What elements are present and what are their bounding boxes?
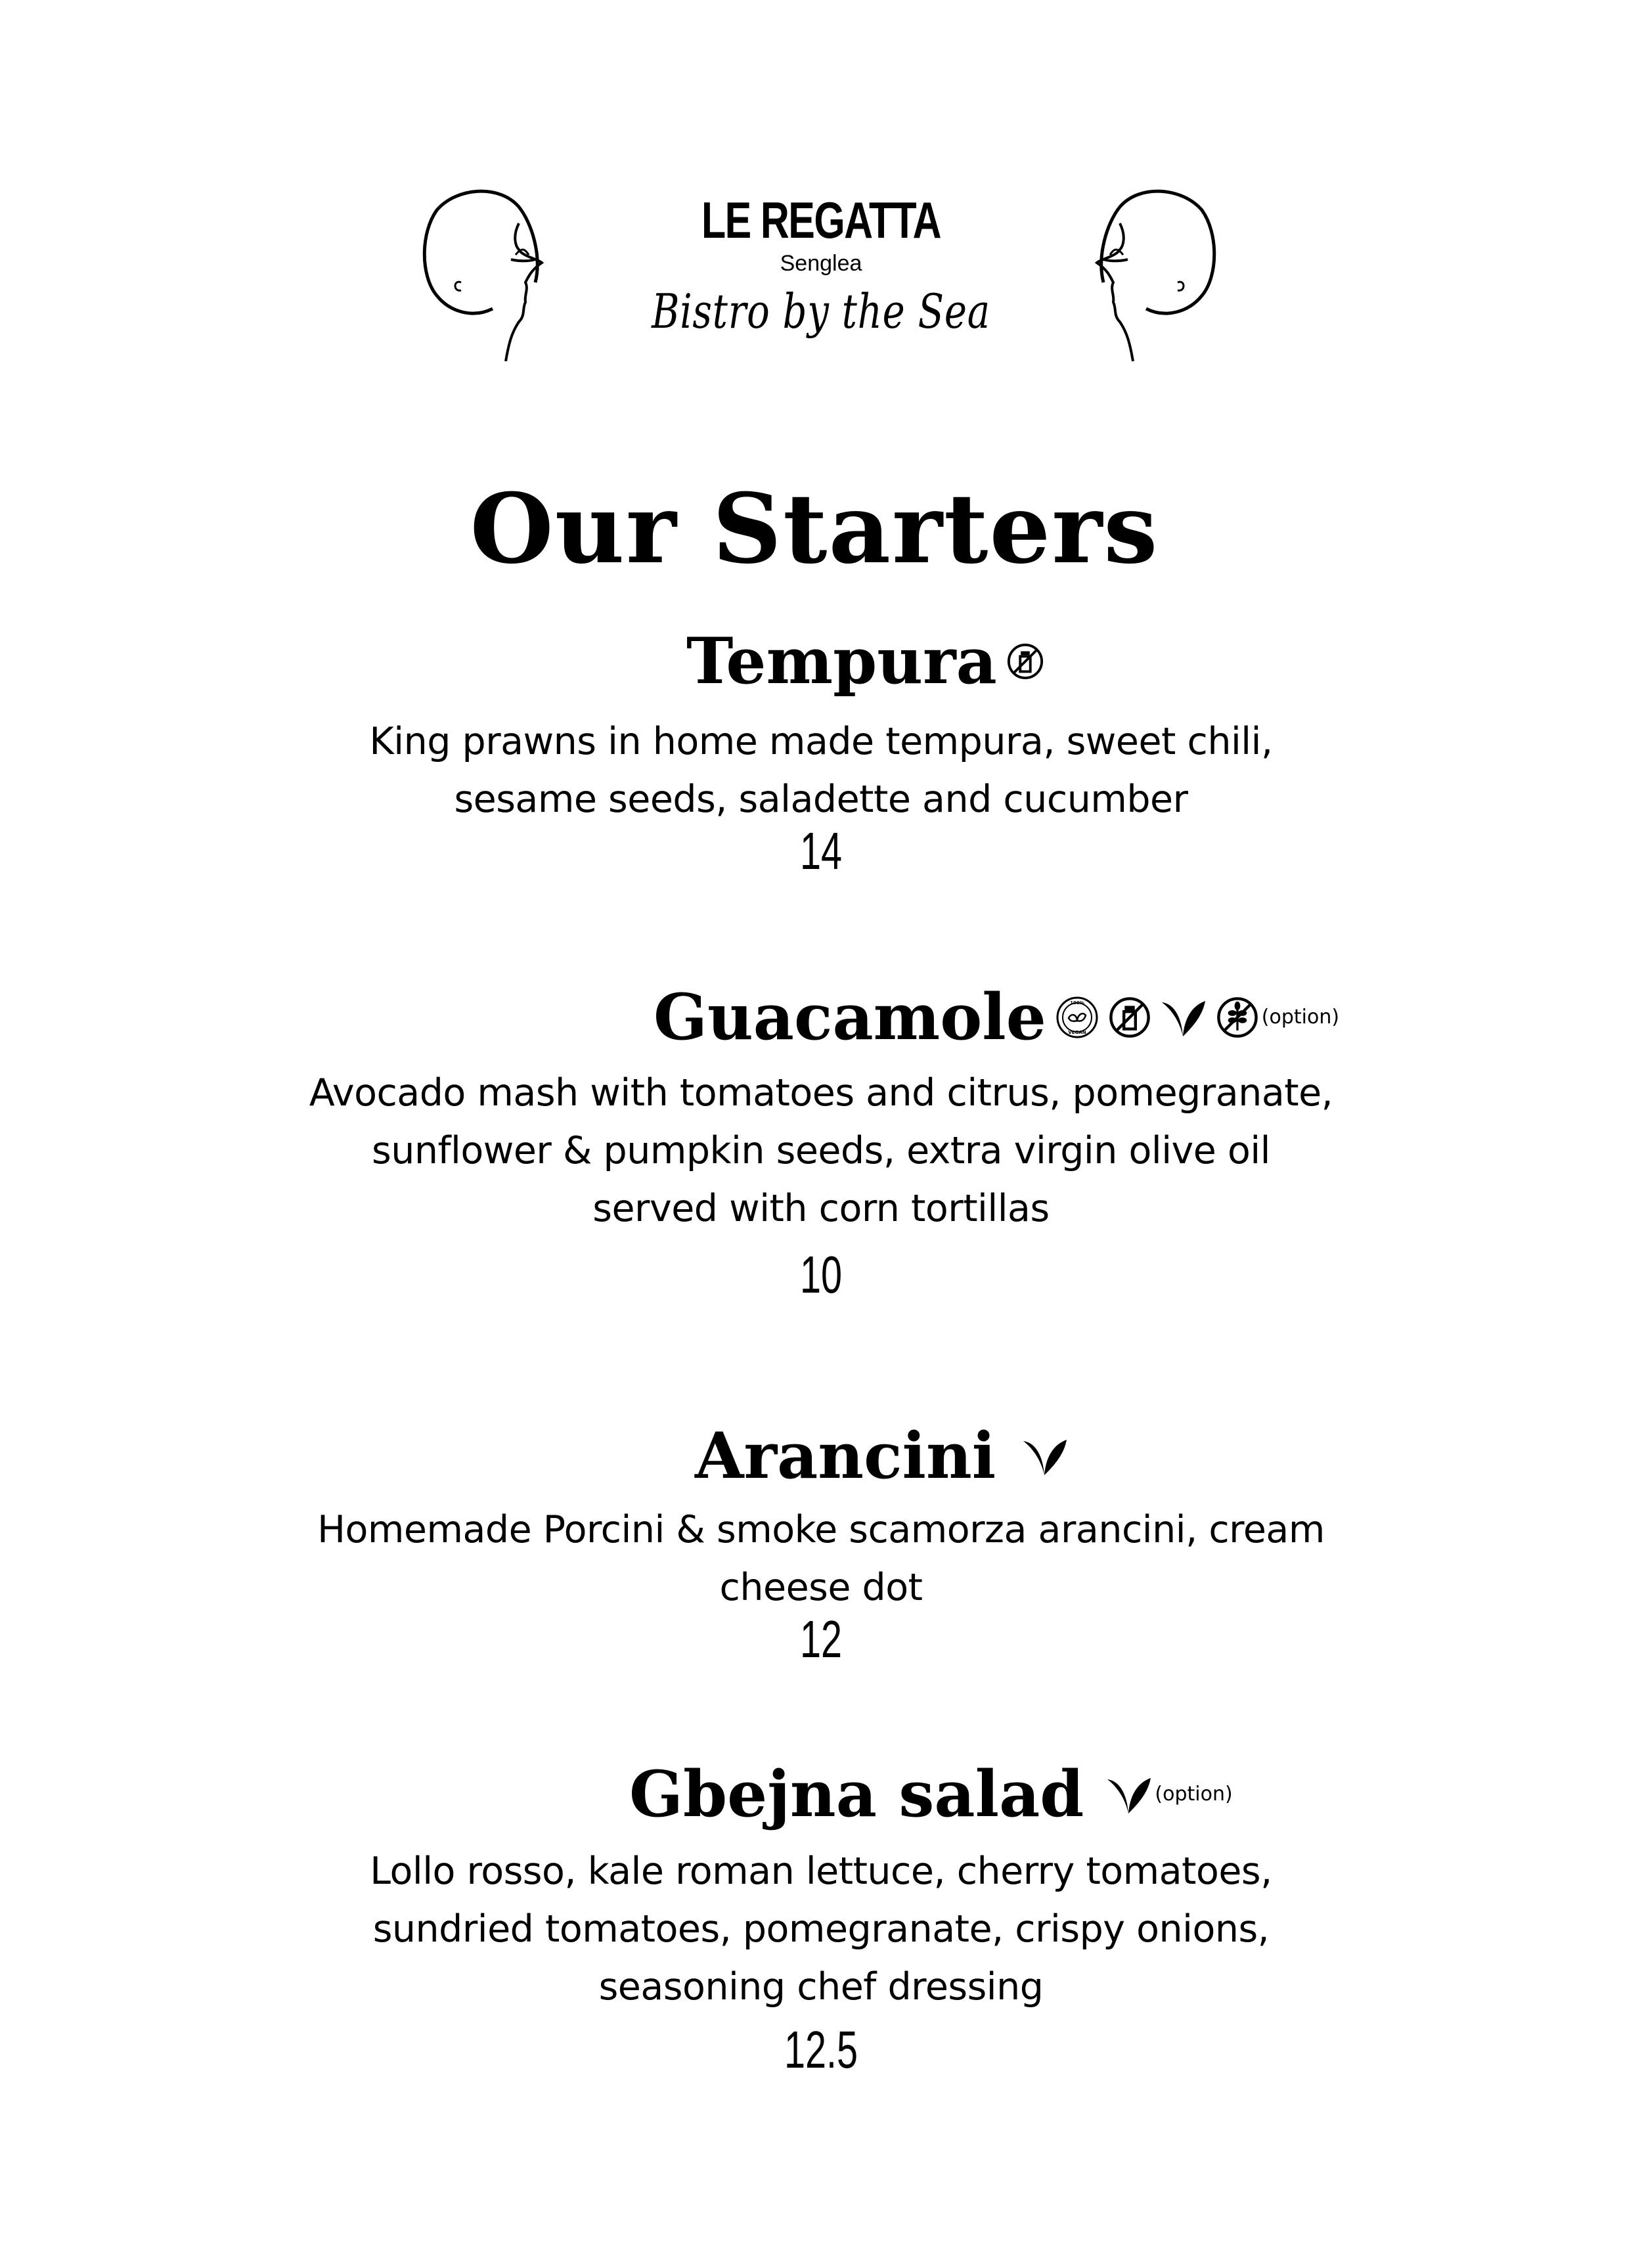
dish-description: Lollo rosso, kale roman lettuce, cherry tomatoes, sundried tomatoes, pomegranate, crispy onions, seasoning chef dressing bbox=[370, 1850, 1272, 2009]
option-note: (option) bbox=[1261, 1006, 1340, 1029]
dish-description: Homemade Porcini & smoke scamorza arancini, cream cheese dot bbox=[317, 1508, 1325, 1609]
dish-description: King prawns in home made tempura, sweet chili, sesame seeds, saladette and cucumber bbox=[369, 720, 1273, 821]
option-note: (option) bbox=[1155, 1783, 1233, 1806]
location-label: Senglea bbox=[780, 251, 862, 276]
dish-price: 12.5 bbox=[784, 2020, 858, 2079]
vegetarian-leaf-icon bbox=[1106, 1774, 1152, 1815]
tagline: Bistro by the Sea bbox=[652, 284, 990, 339]
dish-price: 10 bbox=[799, 1245, 843, 1304]
dish-name: Arancini bbox=[695, 1419, 996, 1493]
vegetarian-leaf-icon bbox=[1022, 1436, 1068, 1477]
svg-text:100%: 100% bbox=[1069, 1000, 1084, 1006]
svg-text:VEGAN: VEGAN bbox=[1068, 1029, 1086, 1035]
dish-title-row bbox=[686, 624, 1044, 698]
dish-name: Tempura bbox=[686, 624, 997, 698]
dish-title-row bbox=[629, 1757, 1233, 1831]
dish-price: 14 bbox=[799, 822, 843, 880]
dish-title-row bbox=[654, 980, 1339, 1054]
brand-name: LE REGATTA bbox=[701, 191, 941, 249]
dish-name: Gbejna salad bbox=[629, 1757, 1084, 1831]
dish-description: Avocado mash with tomatoes and citrus, pomegranate, sunflower & pumpkin seeds, extra virgin olive oil served with corn tortillas bbox=[309, 1071, 1333, 1230]
dairy-free-icon bbox=[1006, 642, 1044, 680]
dish-price: 12 bbox=[799, 1610, 843, 1668]
dish-name: Guacamole bbox=[654, 980, 1046, 1054]
dairy-free-icon bbox=[1108, 996, 1151, 1039]
dish-title-row bbox=[695, 1419, 1068, 1493]
gluten-free-icon bbox=[1216, 996, 1259, 1039]
vegan-100-icon bbox=[1055, 996, 1099, 1039]
page-title: Our Starters bbox=[470, 473, 1159, 585]
vegetarian-leaf-icon bbox=[1161, 997, 1207, 1038]
